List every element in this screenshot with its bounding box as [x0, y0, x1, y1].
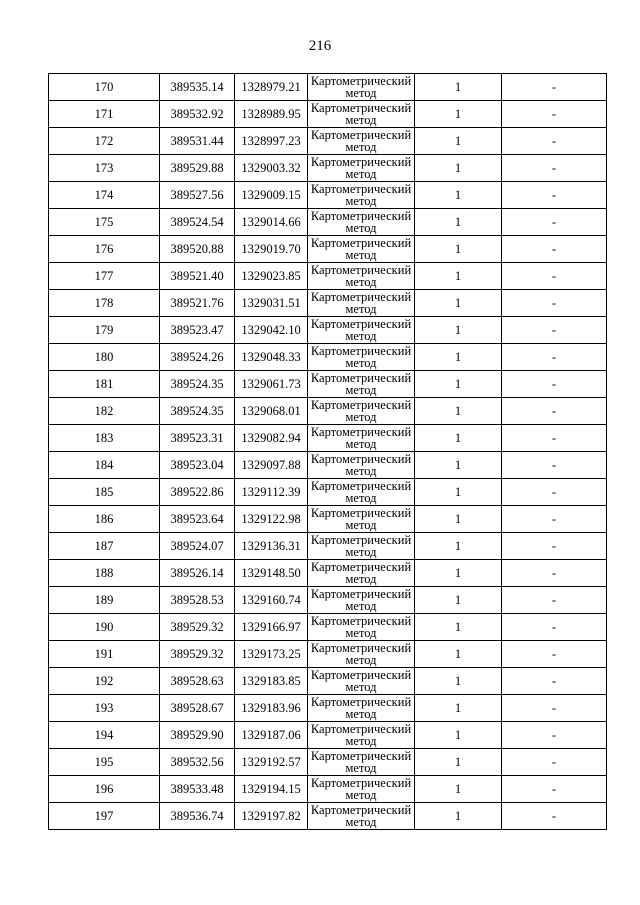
point-number-cell: 174 — [49, 182, 160, 209]
method-cell — [308, 101, 415, 128]
x-coordinate-cell: 389528.53 — [160, 587, 235, 614]
y-coordinate-cell: 1329014.66 — [235, 209, 308, 236]
method-text: Картометрический метод — [310, 587, 412, 613]
point-number-cell: 188 — [49, 560, 160, 587]
method-cell — [308, 344, 415, 371]
x-coordinate-cell: 389528.63 — [160, 668, 235, 695]
accuracy-cell: 1 — [415, 722, 502, 749]
note-cell: - — [502, 155, 607, 182]
method-cell — [308, 74, 415, 101]
accuracy-cell: 1 — [415, 371, 502, 398]
table-row — [49, 641, 607, 668]
y-coordinate-cell: 1329192.57 — [235, 749, 308, 776]
x-coordinate-cell: 389520.88 — [160, 236, 235, 263]
point-number-cell: 185 — [49, 479, 160, 506]
x-coordinate-cell: 389524.26 — [160, 344, 235, 371]
method-cell — [308, 236, 415, 263]
point-number-cell: 173 — [49, 155, 160, 182]
y-coordinate-cell: 1328997.23 — [235, 128, 308, 155]
y-coordinate-cell: 1329019.70 — [235, 236, 308, 263]
accuracy-cell: 1 — [415, 560, 502, 587]
method-cell — [308, 722, 415, 749]
point-number-cell: 181 — [49, 371, 160, 398]
accuracy-cell: 1 — [415, 155, 502, 182]
method-cell — [308, 587, 415, 614]
x-coordinate-cell: 389526.14 — [160, 560, 235, 587]
method-cell — [308, 128, 415, 155]
note-cell: - — [502, 371, 607, 398]
x-coordinate-cell: 389527.56 — [160, 182, 235, 209]
accuracy-cell: 1 — [415, 425, 502, 452]
accuracy-cell: 1 — [415, 533, 502, 560]
table-row — [49, 803, 607, 830]
method-text: Картометрический метод — [310, 695, 412, 721]
point-number-cell: 197 — [49, 803, 160, 830]
page-number: 216 — [308, 38, 332, 54]
x-coordinate-cell: 389528.67 — [160, 695, 235, 722]
note-cell: - — [502, 776, 607, 803]
x-coordinate-cell: 389521.40 — [160, 263, 235, 290]
accuracy-cell: 1 — [415, 749, 502, 776]
note-cell: - — [502, 641, 607, 668]
method-cell — [308, 182, 415, 209]
method-cell — [308, 803, 415, 830]
method-text: Картометрический метод — [310, 560, 412, 586]
accuracy-cell: 1 — [415, 182, 502, 209]
method-text: Картометрический метод — [310, 101, 412, 127]
method-text: Картометрический метод — [310, 776, 412, 802]
x-coordinate-cell: 389523.47 — [160, 317, 235, 344]
point-number-cell: 182 — [49, 398, 160, 425]
method-text: Картометрический метод — [310, 614, 412, 640]
accuracy-cell: 1 — [415, 668, 502, 695]
method-text: Картометрический метод — [310, 479, 412, 505]
accuracy-cell: 1 — [415, 101, 502, 128]
accuracy-cell: 1 — [415, 74, 502, 101]
method-cell — [308, 776, 415, 803]
method-text: Картометрический метод — [310, 533, 412, 559]
y-coordinate-cell: 1329173.25 — [235, 641, 308, 668]
accuracy-cell: 1 — [415, 398, 502, 425]
x-coordinate-cell: 389529.88 — [160, 155, 235, 182]
x-coordinate-cell: 389529.32 — [160, 614, 235, 641]
method-text: Картометрический метод — [310, 722, 412, 748]
method-cell — [308, 263, 415, 290]
note-cell: - — [502, 344, 607, 371]
accuracy-cell: 1 — [415, 803, 502, 830]
table-row — [49, 425, 607, 452]
coordinates-table-body — [49, 74, 607, 830]
point-number-cell: 195 — [49, 749, 160, 776]
point-number-cell: 172 — [49, 128, 160, 155]
y-coordinate-cell: 1329048.33 — [235, 344, 308, 371]
note-cell: - — [502, 506, 607, 533]
y-coordinate-cell: 1329082.94 — [235, 425, 308, 452]
note-cell: - — [502, 398, 607, 425]
point-number-cell: 179 — [49, 317, 160, 344]
method-text: Картометрический метод — [310, 182, 412, 208]
table-row — [49, 290, 607, 317]
x-coordinate-cell: 389532.92 — [160, 101, 235, 128]
y-coordinate-cell: 1329183.96 — [235, 695, 308, 722]
accuracy-cell: 1 — [415, 641, 502, 668]
point-number-cell: 183 — [49, 425, 160, 452]
y-coordinate-cell: 1329197.82 — [235, 803, 308, 830]
table-row — [49, 236, 607, 263]
accuracy-cell: 1 — [415, 587, 502, 614]
method-cell — [308, 317, 415, 344]
method-text: Картометрический метод — [310, 155, 412, 181]
y-coordinate-cell: 1329042.10 — [235, 317, 308, 344]
method-text: Картометрический метод — [310, 398, 412, 424]
accuracy-cell: 1 — [415, 290, 502, 317]
table-row — [49, 695, 607, 722]
method-cell — [308, 452, 415, 479]
accuracy-cell: 1 — [415, 614, 502, 641]
table-row — [49, 155, 607, 182]
point-number-cell: 190 — [49, 614, 160, 641]
point-number-cell: 187 — [49, 533, 160, 560]
x-coordinate-cell: 389529.90 — [160, 722, 235, 749]
accuracy-cell: 1 — [415, 695, 502, 722]
x-coordinate-cell: 389523.04 — [160, 452, 235, 479]
method-cell — [308, 668, 415, 695]
note-cell: - — [502, 695, 607, 722]
x-coordinate-cell: 389523.31 — [160, 425, 235, 452]
table-row — [49, 371, 607, 398]
note-cell: - — [502, 425, 607, 452]
x-coordinate-cell: 389535.14 — [160, 74, 235, 101]
method-cell — [308, 695, 415, 722]
method-cell — [308, 398, 415, 425]
method-text: Картометрический метод — [310, 749, 412, 775]
accuracy-cell: 1 — [415, 128, 502, 155]
table-row — [49, 479, 607, 506]
x-coordinate-cell: 389524.35 — [160, 398, 235, 425]
point-number-cell: 193 — [49, 695, 160, 722]
y-coordinate-cell: 1329009.15 — [235, 182, 308, 209]
table-row — [49, 776, 607, 803]
method-cell — [308, 479, 415, 506]
table-row — [49, 587, 607, 614]
y-coordinate-cell: 1329183.85 — [235, 668, 308, 695]
method-cell — [308, 560, 415, 587]
x-coordinate-cell: 389522.86 — [160, 479, 235, 506]
y-coordinate-cell: 1329136.31 — [235, 533, 308, 560]
method-text: Картометрический метод — [310, 371, 412, 397]
y-coordinate-cell: 1329122.98 — [235, 506, 308, 533]
x-coordinate-cell: 389536.74 — [160, 803, 235, 830]
x-coordinate-cell: 389524.35 — [160, 371, 235, 398]
method-cell — [308, 371, 415, 398]
accuracy-cell: 1 — [415, 506, 502, 533]
table-row — [49, 614, 607, 641]
note-cell: - — [502, 533, 607, 560]
note-cell: - — [502, 614, 607, 641]
x-coordinate-cell: 389531.44 — [160, 128, 235, 155]
point-number-cell: 178 — [49, 290, 160, 317]
table-row — [49, 398, 607, 425]
method-cell — [308, 533, 415, 560]
table-row — [49, 668, 607, 695]
method-text: Картометрический метод — [310, 506, 412, 532]
note-cell: - — [502, 236, 607, 263]
note-cell: - — [502, 74, 607, 101]
note-cell: - — [502, 560, 607, 587]
note-cell: - — [502, 452, 607, 479]
accuracy-cell: 1 — [415, 263, 502, 290]
y-coordinate-cell: 1329187.06 — [235, 722, 308, 749]
y-coordinate-cell: 1329061.73 — [235, 371, 308, 398]
note-cell: - — [502, 182, 607, 209]
method-text: Картометрический метод — [310, 263, 412, 289]
y-coordinate-cell: 1329097.88 — [235, 452, 308, 479]
method-cell — [308, 614, 415, 641]
table-row — [49, 452, 607, 479]
y-coordinate-cell: 1329160.74 — [235, 587, 308, 614]
method-cell — [308, 749, 415, 776]
table-row — [49, 533, 607, 560]
method-text: Картометрический метод — [310, 236, 412, 262]
method-cell — [308, 290, 415, 317]
x-coordinate-cell: 389529.32 — [160, 641, 235, 668]
note-cell: - — [502, 749, 607, 776]
note-cell: - — [502, 722, 607, 749]
y-coordinate-cell: 1329194.15 — [235, 776, 308, 803]
note-cell: - — [502, 263, 607, 290]
point-number-cell: 189 — [49, 587, 160, 614]
method-text: Картометрический метод — [310, 209, 412, 235]
method-text: Картометрический метод — [310, 803, 412, 829]
method-text: Картометрический метод — [310, 290, 412, 316]
note-cell: - — [502, 290, 607, 317]
table-row — [49, 722, 607, 749]
y-coordinate-cell: 1329148.50 — [235, 560, 308, 587]
method-cell — [308, 506, 415, 533]
y-coordinate-cell: 1328979.21 — [235, 74, 308, 101]
method-text: Картометрический метод — [310, 317, 412, 343]
table-row — [49, 209, 607, 236]
method-text: Картометрический метод — [310, 128, 412, 154]
point-number-cell: 184 — [49, 452, 160, 479]
y-coordinate-cell: 1329031.51 — [235, 290, 308, 317]
accuracy-cell: 1 — [415, 479, 502, 506]
point-number-cell: 191 — [49, 641, 160, 668]
accuracy-cell: 1 — [415, 344, 502, 371]
method-text: Картометрический метод — [310, 668, 412, 694]
point-number-cell: 177 — [49, 263, 160, 290]
x-coordinate-cell: 389523.64 — [160, 506, 235, 533]
x-coordinate-cell: 389524.07 — [160, 533, 235, 560]
note-cell: - — [502, 803, 607, 830]
note-cell: - — [502, 587, 607, 614]
method-cell — [308, 425, 415, 452]
x-coordinate-cell: 389521.76 — [160, 290, 235, 317]
method-cell — [308, 155, 415, 182]
note-cell: - — [502, 668, 607, 695]
table-row — [49, 749, 607, 776]
table-row — [49, 74, 607, 101]
note-cell: - — [502, 479, 607, 506]
method-text: Картометрический метод — [310, 425, 412, 451]
point-number-cell: 186 — [49, 506, 160, 533]
point-number-cell: 196 — [49, 776, 160, 803]
accuracy-cell: 1 — [415, 317, 502, 344]
accuracy-cell: 1 — [415, 209, 502, 236]
y-coordinate-cell: 1328989.95 — [235, 101, 308, 128]
method-text: Картометрический метод — [310, 641, 412, 667]
y-coordinate-cell: 1329166.97 — [235, 614, 308, 641]
accuracy-cell: 1 — [415, 776, 502, 803]
x-coordinate-cell: 389533.48 — [160, 776, 235, 803]
point-number-cell: 194 — [49, 722, 160, 749]
note-cell: - — [502, 209, 607, 236]
method-text: Картометрический метод — [310, 344, 412, 370]
method-cell — [308, 641, 415, 668]
point-number-cell: 170 — [49, 74, 160, 101]
note-cell: - — [502, 128, 607, 155]
accuracy-cell: 1 — [415, 452, 502, 479]
coordinates-table — [48, 73, 607, 830]
point-number-cell: 175 — [49, 209, 160, 236]
y-coordinate-cell: 1329023.85 — [235, 263, 308, 290]
point-number-cell: 171 — [49, 101, 160, 128]
y-coordinate-cell: 1329112.39 — [235, 479, 308, 506]
accuracy-cell: 1 — [415, 236, 502, 263]
note-cell: - — [502, 317, 607, 344]
table-row — [49, 101, 607, 128]
x-coordinate-cell: 389524.54 — [160, 209, 235, 236]
method-text: Картометрический метод — [310, 452, 412, 478]
table-row — [49, 317, 607, 344]
method-text: Картометрический метод — [310, 74, 412, 100]
table-row — [49, 128, 607, 155]
point-number-cell: 192 — [49, 668, 160, 695]
table-row — [49, 506, 607, 533]
note-cell: - — [502, 101, 607, 128]
table-row — [49, 182, 607, 209]
point-number-cell: 176 — [49, 236, 160, 263]
point-number-cell: 180 — [49, 344, 160, 371]
y-coordinate-cell: 1329003.32 — [235, 155, 308, 182]
table-row — [49, 263, 607, 290]
method-cell — [308, 209, 415, 236]
table-row — [49, 560, 607, 587]
x-coordinate-cell: 389532.56 — [160, 749, 235, 776]
y-coordinate-cell: 1329068.01 — [235, 398, 308, 425]
table-row — [49, 344, 607, 371]
